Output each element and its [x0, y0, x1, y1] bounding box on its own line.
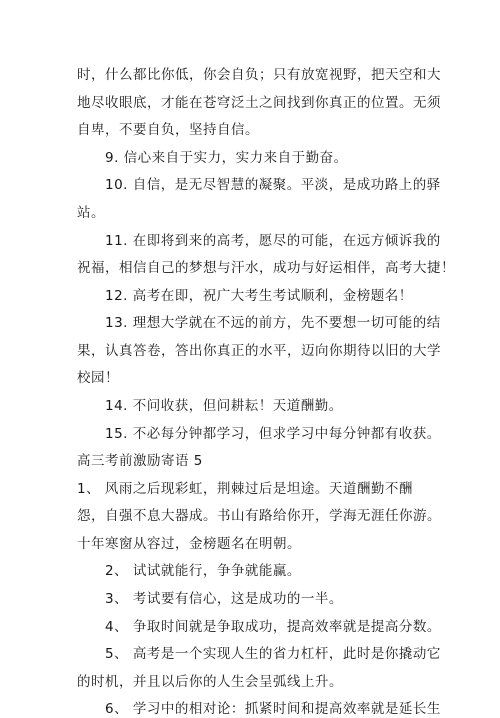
- text-line: 怨，自强不息大器成。书山有路给你开，学海无涯任你游。: [77, 508, 441, 524]
- text-line: 地尽收眼底，才能在苍穹泛土之间找到你真正的位置。无须: [77, 95, 441, 111]
- text-line: 站。: [77, 205, 105, 221]
- text-line: 果，认真答卷，答出你真正的水平，迈向你期待以旧的大学: [77, 343, 441, 359]
- list-item-10: 10. 自信，是无尽智慧的凝聚。平淡，是成功路上的驿: [105, 177, 441, 193]
- list-item-12: 12. 高考在即，祝广大考生考试顺利，金榜题名！: [105, 288, 413, 304]
- list-item-14: 14. 不问收获，但问耕耘！天道酬勤。: [105, 398, 343, 414]
- section-heading: 高三考前激励寄语 5: [77, 453, 203, 469]
- list-item-6: 6、 学习中的相对论：抓紧时间和提高效率就是延长生: [105, 701, 441, 717]
- text-line: 的时机，并且以后你的人生会呈弧线上升。: [77, 674, 343, 690]
- list-item-3: 3、 考试要有信心，这是成功的一半。: [105, 591, 343, 607]
- text-line: 校园！: [77, 370, 119, 386]
- list-item-5: 5、 高考是一个实现人生的省力杠杆，此时是你撬动它: [105, 646, 441, 662]
- list-item-2: 2、 试试就能行，争争就能赢。: [105, 563, 301, 579]
- text-line: 时，什么都比你低，你会自负；只有放宽视野，把天空和大: [77, 67, 441, 83]
- list-item-13: 13. 理想大学就在不远的前方，先不要想一切可能的结: [105, 315, 441, 331]
- list-item-11: 11. 在即将到来的高考，愿尽的可能，在远方倾诉我的: [105, 233, 441, 249]
- text-line: 自卑，不要自负，坚持自信。: [77, 122, 259, 138]
- list-item-4: 4、 争取时间就是争取成功，提高效率就是提高分数。: [105, 619, 441, 635]
- list-item-1: 1、 风雨之后现彩虹，荆棘过后是坦途。天道酬勤不酬: [77, 481, 413, 497]
- text-line: 十年寒窗从容过，金榜题名在明朝。: [77, 536, 301, 552]
- text-line: 祝福，相信自己的梦想与汗水，成功与好运相伴，高考大捷！: [77, 260, 455, 276]
- list-item-15: 15. 不必每分钟都学习，但求学习中每分钟都有收获。: [105, 426, 441, 442]
- list-item-9: 9. 信心来自于实力，实力来自于勤奋。: [105, 150, 348, 166]
